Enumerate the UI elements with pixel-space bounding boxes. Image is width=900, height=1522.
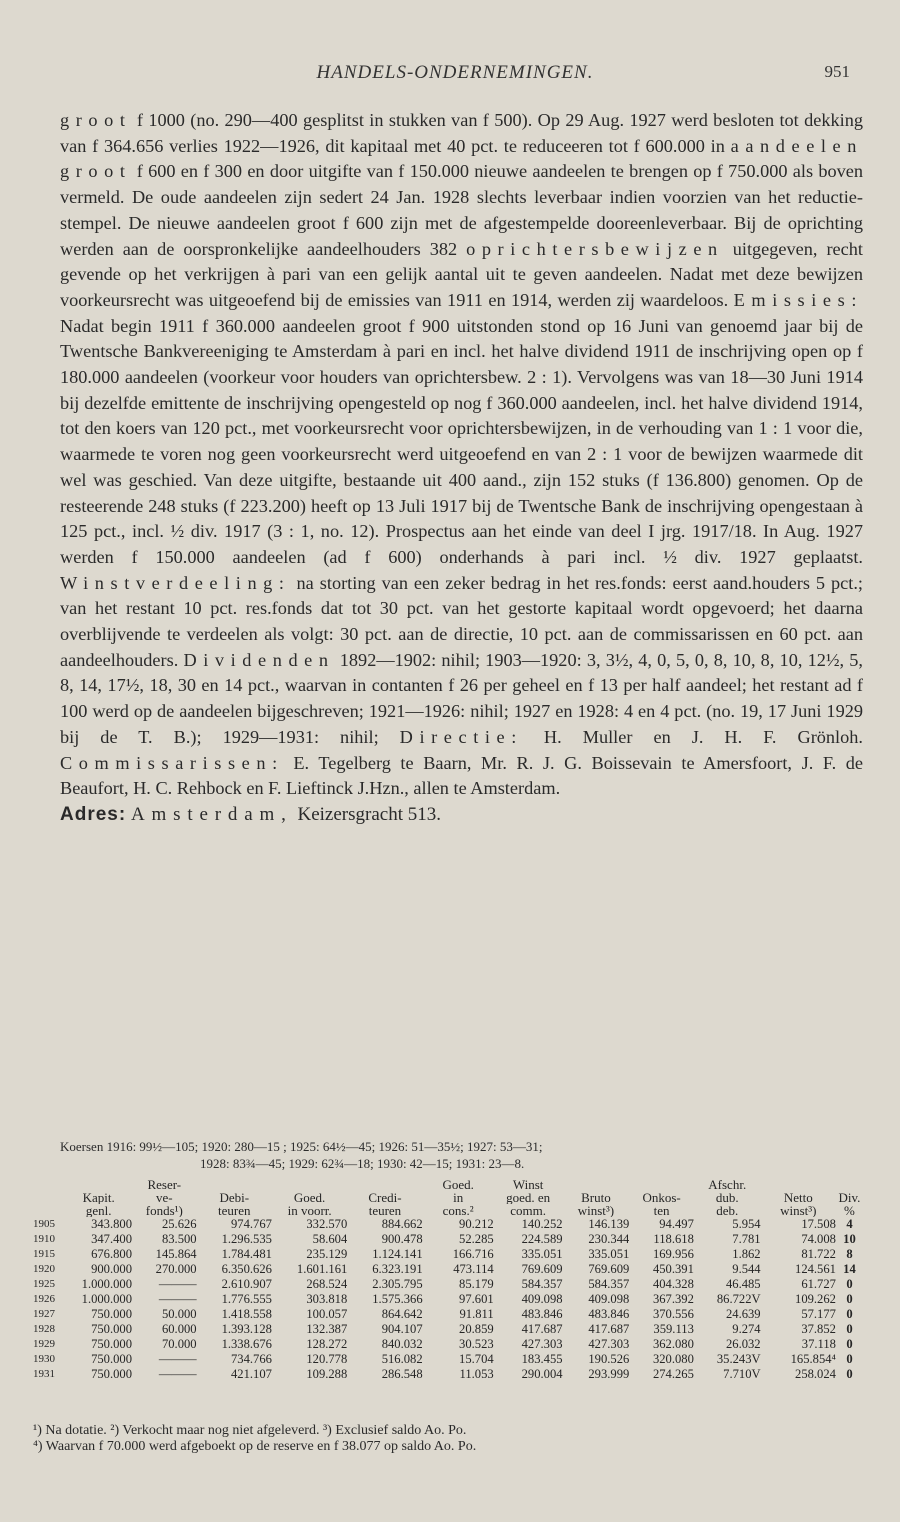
table-row	[33, 1217, 863, 1232]
table-cell: 676.800	[91, 1247, 133, 1261]
table-cell: 335.051	[588, 1247, 630, 1261]
table-cell: 367.392	[652, 1292, 694, 1306]
table-cell: 362.080	[652, 1337, 694, 1351]
column-header: winst³)	[780, 1204, 817, 1217]
spaced-emphasis: Dividenden	[183, 649, 335, 670]
table-cell: 86.722V	[716, 1292, 761, 1306]
table-cell: 370.556	[652, 1307, 694, 1321]
text-run: f 600 en f 300 en door uitgifte van f 150.000 nieuwe aandeelen te brengen op f 750.000 als boven vermeld. De oude aandeelen zijn sedert 24 Jan. 1928 slechts leverbaar indien voorzien van het reductie-stempel. De nieuwe aandeelen groot f 600 zijn met de afgestempelde dooreenleverbaar. Bij de oprichting werden aan de oorspronkelijke aandeelhouders 382	[60, 161, 863, 259]
table-cell: 6.323.191	[372, 1262, 423, 1276]
table-cell: 1.575.366	[372, 1292, 423, 1306]
table-cell: 404.328	[652, 1277, 694, 1291]
column-header	[33, 1178, 65, 1191]
table-cell: 20.859	[459, 1322, 494, 1336]
table-row	[33, 1262, 863, 1277]
table-cell: 15.704	[459, 1352, 494, 1366]
year-cell: 1925	[33, 1278, 55, 1290]
table-cell: 57.177	[801, 1307, 836, 1321]
page-header	[60, 62, 850, 92]
table-cell: 0	[846, 1352, 853, 1366]
page-number: 951	[824, 62, 850, 81]
table-cell: 1.338.676	[221, 1337, 272, 1351]
table-cell: 359.113	[653, 1322, 694, 1336]
table-cell: 270.000	[155, 1262, 197, 1276]
address-city: Amsterdam,	[130, 803, 293, 825]
spaced-emphasis: Emissies:	[733, 289, 863, 310]
table-cell: 335.051	[521, 1247, 563, 1261]
column-header: ve-	[156, 1191, 173, 1204]
table-cell: 286.548	[381, 1367, 423, 1381]
text-run: Nadat begin 1911 f 360.000 aandeelen groot f 900 uitstonden stond op 16 Juni van genoemd jaar bij de Twentsche Bankvereeniging te Amsterdam à pari en incl. het halve dividend 1911 de inschrijving open op f 180.000 aandeelen (voorkeur voor houders van oprichtersbew. 2 : 1). Vervolgens was van 18—30 Juni 1914 bij dezelfde emittente de inschrijving opengesteld op nog f 360.000 aandeelen, incl. het halve dividend 1914, tot den koers van 120 pct., met voorkeursrecht voor oprichtersbewijzen, in de verhouding van 1 : 1 voor die, waarmede te voren nog geen voorkeursrecht werd uitgeoefend en van 2 : 1 voor de bewijzen waarmede dit wel was geschied. Van deze uitgifte, bestaande uit 400 aand., zijn 152 stuks (f 136.800) genomen. Op de resteerende 248 stuks (f 223.200) heeft op 13 Juli 1917 bij de Twentsche Bank de inschrijving opengestaan à 125 pct., incl. ½ div. 1917 (3 : 1, no. 12). Prospectus aan het einde van deel I jrg. 1917/18. In Aug. 1927 werden f 150.000 aandeelen (ad f 600) onderhands à pari incl. ½ div. 1927 geplaatst.	[60, 315, 863, 567]
column-header	[347, 1178, 422, 1191]
table-cell: 904.107	[381, 1322, 423, 1336]
table-cell: 516.082	[381, 1352, 423, 1366]
column-header: fonds¹)	[145, 1204, 183, 1217]
column-header: teuren	[368, 1204, 402, 1217]
column-header	[65, 1178, 132, 1191]
body-text	[60, 108, 863, 828]
table-cell: 303.818	[306, 1292, 348, 1306]
table-row	[33, 1247, 863, 1262]
table-row	[33, 1232, 863, 1247]
column-header	[761, 1178, 836, 1191]
table-cell: 0	[846, 1322, 853, 1336]
table-cell: 91.811	[459, 1307, 494, 1321]
table-row	[33, 1337, 863, 1352]
spaced-emphasis: oprichtersbewijzen	[466, 238, 724, 259]
address-street: Keizersgracht 513.	[292, 803, 441, 825]
year-cell: 1928	[33, 1323, 55, 1335]
column-header	[629, 1178, 694, 1191]
table-cell: 146.139	[588, 1217, 630, 1231]
table-row	[33, 1322, 863, 1337]
column-header	[33, 1191, 65, 1204]
table-row	[33, 1352, 863, 1367]
table-header-row	[33, 1204, 863, 1217]
address-line	[60, 802, 863, 828]
table-cell: 37.118	[801, 1337, 836, 1351]
table-cell: 974.767	[231, 1217, 272, 1231]
table-cell: 169.956	[652, 1247, 694, 1261]
table-cell: 1.418.558	[221, 1307, 272, 1321]
table-cell: 81.722	[801, 1247, 836, 1261]
table-cell: ———	[158, 1367, 197, 1381]
year-cell: 1910	[33, 1233, 55, 1245]
spaced-emphasis: aandeelen groot	[60, 135, 863, 182]
table-cell: 1.296.535	[221, 1232, 272, 1246]
table-cell: 417.687	[588, 1322, 630, 1336]
table-cell: 85.179	[459, 1277, 494, 1291]
table-cell: 900.478	[381, 1232, 423, 1246]
table-cell: 118.618	[653, 1232, 694, 1246]
spaced-emphasis: Commissarissen:	[60, 752, 284, 773]
table-cell: 132.387	[306, 1322, 348, 1336]
column-header: Bruto	[581, 1191, 611, 1204]
table-cell: 584.357	[588, 1277, 630, 1291]
table-header-row	[33, 1178, 863, 1191]
table-cell: ———	[158, 1277, 197, 1291]
table-cell: 190.526	[588, 1352, 630, 1366]
table-cell: 5.954	[732, 1217, 761, 1231]
table-cell: 274.265	[652, 1367, 694, 1381]
table-row	[33, 1307, 863, 1322]
table-cell: 427.303	[588, 1337, 630, 1351]
column-header: Div.	[838, 1191, 861, 1204]
table-cell: 258.024	[795, 1367, 836, 1381]
table-cell: 9.274	[732, 1322, 761, 1336]
column-header: genl.	[85, 1204, 112, 1217]
column-header: Onkos-	[642, 1191, 681, 1204]
table-cell: 24.639	[725, 1307, 761, 1321]
column-header: comm.	[510, 1204, 546, 1217]
table-cell: 224.589	[521, 1232, 563, 1246]
table-cell: 1.124.141	[372, 1247, 423, 1261]
column-header: in	[453, 1191, 464, 1204]
column-header: winst³)	[577, 1204, 615, 1217]
table-cell: 8	[846, 1247, 853, 1261]
table-cell: 0	[846, 1367, 853, 1381]
table-cell: 473.114	[453, 1262, 494, 1276]
year-cell: 1905	[33, 1218, 55, 1230]
table-cell: 166.716	[452, 1247, 494, 1261]
table-cell: 293.999	[588, 1367, 630, 1381]
table-cell: 1.784.481	[221, 1247, 272, 1261]
running-title: HANDELS-ONDERNEMINGEN.	[316, 62, 594, 83]
table-cell: 11.053	[459, 1367, 494, 1381]
year-cell: 1929	[33, 1338, 55, 1350]
table-cell: 769.609	[521, 1262, 563, 1276]
table-cell: 83.500	[161, 1232, 197, 1246]
column-header: deb.	[716, 1204, 739, 1217]
table-cell: 409.098	[588, 1292, 630, 1306]
table-cell: 0	[846, 1337, 853, 1351]
table-cell: 9.544	[732, 1262, 761, 1276]
table-cell: 50.000	[161, 1307, 197, 1321]
table-cell: 128.272	[306, 1337, 348, 1351]
table-cell: ———	[158, 1292, 197, 1306]
table-cell: 58.604	[312, 1232, 348, 1246]
year-cell: 1920	[33, 1263, 55, 1275]
spaced-emphasis: groot	[60, 110, 132, 130]
table-cell: 450.391	[652, 1262, 694, 1276]
table-cell: 421.107	[231, 1367, 272, 1381]
table-cell: ———	[158, 1352, 197, 1366]
table-cell: 343.800	[91, 1217, 133, 1231]
table-cell: 74.008	[801, 1232, 836, 1246]
table-cell: 320.080	[652, 1352, 694, 1366]
table-cell: 6.350.626	[221, 1262, 272, 1276]
table-cell: 35.243V	[716, 1352, 761, 1366]
table-cell: 124.561	[795, 1262, 836, 1276]
table-cell: 1.601.161	[296, 1262, 348, 1276]
column-header: in voorr.	[287, 1204, 332, 1217]
table-cell: 145.864	[155, 1247, 197, 1261]
column-header: dub.	[715, 1191, 739, 1204]
text-run: 1892—1902: nihil; 1903—1920: 3, 3½, 4, 0, 5, 0, 8, 10, 8, 10, 12½, 5, 8, 14, 17½, 18, 30 en 14 pct., waarvan in contanten f 26 per geheel en f 13 per half aandeel; het restant ad f 100 werd op de aandeelen bijgeschreven; 1921—1926: nihil; 1927 en 1928: 4 en 4 pct. (no. 19, 17 Juni 1929 bij de T. B.); 1929—1931: nihil;	[60, 649, 863, 747]
text-run: E. Tegelberg te Baarn, Mr. R. J. G. Boissevain te Amersfoort, J. F. de Beaufort, H. C. Rehbock en F. Lieftinck J.Hzn., allen te Amsterdam.	[60, 752, 863, 799]
column-header: %	[844, 1204, 855, 1217]
text-run: uitgegeven, recht gevende op het verkrijgen à pari van een gelijk aantal uit te geven aandeelen. Nadat met deze bewijzen voorkeursrecht was uitgeoefend bij de emissies van 1911 en 1914, werden zij waardeloos.	[60, 238, 864, 310]
text-run: H. Muller en J. H. F. Grönloh.	[522, 726, 863, 747]
table-cell: 37.852	[801, 1322, 836, 1336]
footnotes	[33, 1423, 863, 1455]
table-cell: 483.846	[521, 1307, 563, 1321]
table-cell: 769.609	[588, 1262, 630, 1276]
table-cell: 25.626	[161, 1217, 197, 1231]
table-cell: 0	[846, 1292, 853, 1306]
table-cell: 60.000	[161, 1322, 197, 1336]
table-cell: 483.846	[588, 1307, 630, 1321]
table-cell: 1.776.555	[221, 1292, 272, 1306]
column-header: Netto	[783, 1191, 813, 1204]
column-header: cons.²	[442, 1204, 474, 1217]
table-cell: 1.862	[732, 1247, 761, 1261]
table-cell: 235.129	[306, 1247, 348, 1261]
table-header-row	[33, 1191, 863, 1204]
table-cell: 750.000	[91, 1307, 133, 1321]
address-label: Adres:	[60, 803, 127, 825]
table-cell: 10	[843, 1232, 856, 1246]
table-cell: 70.000	[161, 1337, 197, 1351]
table-cell: 46.485	[725, 1277, 761, 1291]
text-run: na storting van een zeker bedrag in het res.fonds: eerst aand.houders 5 pct.; van het restant 10 pct. res.fonds dat tot 30 pct. van het gestorte kapitaal wordt opgevoerd; het daarna overblijvende te verdeelen als volgt: 30 pct. aan de directie, 10 pct. aan de commissarissen en 60 pct. aan aandeelhouders.	[60, 572, 863, 670]
body-paragraph	[60, 108, 863, 802]
table-cell: 230.344	[588, 1232, 630, 1246]
column-header: Goed.	[442, 1178, 474, 1191]
table-cell: 750.000	[91, 1337, 133, 1351]
table-cell: 165.854⁴	[790, 1352, 836, 1366]
table-cell: 7.781	[732, 1232, 761, 1246]
table-cell: 140.252	[521, 1217, 563, 1231]
share-prices-line: 1928: 83¾—45; 1929: 62¾—18; 1930: 42—15; 1931: 23—8.	[200, 1156, 525, 1171]
share-prices	[60, 1138, 863, 1172]
table-cell: 900.000	[91, 1262, 133, 1276]
column-header: Afschr.	[708, 1178, 747, 1191]
table-cell: 14	[843, 1262, 856, 1276]
column-header: Credi-	[368, 1191, 402, 1204]
table-cell: 97.601	[459, 1292, 494, 1306]
table-cell: 884.662	[381, 1217, 423, 1231]
spaced-emphasis: Winstverdeeling:	[60, 572, 291, 593]
table-cell: 120.778	[306, 1352, 348, 1366]
table-cell: 30.523	[459, 1337, 494, 1351]
table-cell: 332.570	[306, 1217, 348, 1231]
column-header: Reser-	[147, 1178, 182, 1191]
column-header	[197, 1178, 272, 1191]
column-header	[563, 1178, 630, 1191]
table-cell: 2.610.907	[221, 1277, 272, 1291]
table-cell: 94.497	[659, 1217, 694, 1231]
year-cell: 1915	[33, 1248, 55, 1260]
table-cell: 750.000	[91, 1352, 133, 1366]
table-cell: 864.642	[381, 1307, 423, 1321]
table-cell: 840.032	[381, 1337, 423, 1351]
year-cell: 1926	[33, 1293, 55, 1305]
column-header	[33, 1204, 65, 1217]
table-cell: 347.400	[91, 1232, 133, 1246]
year-cell: 1927	[33, 1308, 55, 1320]
footnote: ¹) Na dotatie. ²) Verkocht maar nog niet afgeleverd. ³) Exclusief saldo Ao. Po.	[33, 1423, 467, 1438]
table-row	[33, 1292, 863, 1307]
footnote: ⁴) Waarvan f 70.000 werd afgeboekt op de reserve en f 38.077 op saldo Ao. Po.	[33, 1439, 477, 1454]
column-header: Winst	[512, 1178, 544, 1191]
table-cell: 26.032	[725, 1337, 761, 1351]
table-cell: 90.212	[459, 1217, 494, 1231]
table-cell: 0	[846, 1307, 853, 1321]
table-cell: 17.508	[801, 1217, 836, 1231]
table-cell: 0	[846, 1277, 853, 1291]
column-header: Kapit.	[82, 1191, 115, 1204]
column-header: ten	[653, 1204, 670, 1217]
table-cell: 109.262	[795, 1292, 836, 1306]
table-cell: 1.000.000	[81, 1277, 133, 1291]
table-cell: 61.727	[801, 1277, 836, 1291]
column-header	[272, 1178, 347, 1191]
table-row	[33, 1277, 863, 1292]
text-run: f 1000 (no. 290—400 gesplitst in stukken van f 500). Op 29 Aug. 1927 werd besloten tot dekking van f 364.656 verlies 1922—1926, dit kapitaal met 40 pct. te reduceeren tot f 600.000 in	[60, 110, 863, 156]
year-cell: 1930	[33, 1353, 55, 1365]
share-prices-line: Koersen 1916: 99½—105; 1920: 280—15 ; 1925: 64½—45; 1926: 51—35½; 1927: 53—31;	[60, 1139, 543, 1154]
table-cell: 734.766	[231, 1352, 272, 1366]
column-header	[836, 1178, 863, 1191]
column-header: goed. en	[506, 1191, 551, 1204]
table-cell: 4	[846, 1217, 853, 1231]
table-cell: 750.000	[91, 1322, 133, 1336]
column-header: teuren	[218, 1204, 251, 1217]
table-cell: 268.524	[306, 1277, 348, 1291]
table-cell: 100.057	[306, 1307, 348, 1321]
table-cell: 584.357	[521, 1277, 563, 1291]
table-cell: 1.000.000	[81, 1292, 133, 1306]
table-cell: 427.303	[521, 1337, 563, 1351]
table-cell: 409.098	[521, 1292, 563, 1306]
spaced-emphasis: Directie:	[399, 726, 523, 747]
year-cell: 1931	[33, 1368, 55, 1380]
table-cell: 417.687	[521, 1322, 563, 1336]
table-cell: 183.455	[521, 1352, 563, 1366]
column-header: Goed.	[293, 1191, 326, 1204]
table-cell: 109.288	[306, 1367, 348, 1381]
financial-table	[33, 1178, 863, 1382]
table-row	[33, 1367, 863, 1382]
table-cell: 7.710V	[723, 1367, 761, 1381]
table-cell: 750.000	[91, 1367, 133, 1381]
table-cell: 290.004	[521, 1367, 563, 1381]
table-cell: 1.393.128	[221, 1322, 272, 1336]
table-cell: 52.285	[459, 1232, 494, 1246]
table-cell: 2.305.795	[372, 1277, 423, 1291]
column-header: Debi-	[219, 1191, 250, 1204]
